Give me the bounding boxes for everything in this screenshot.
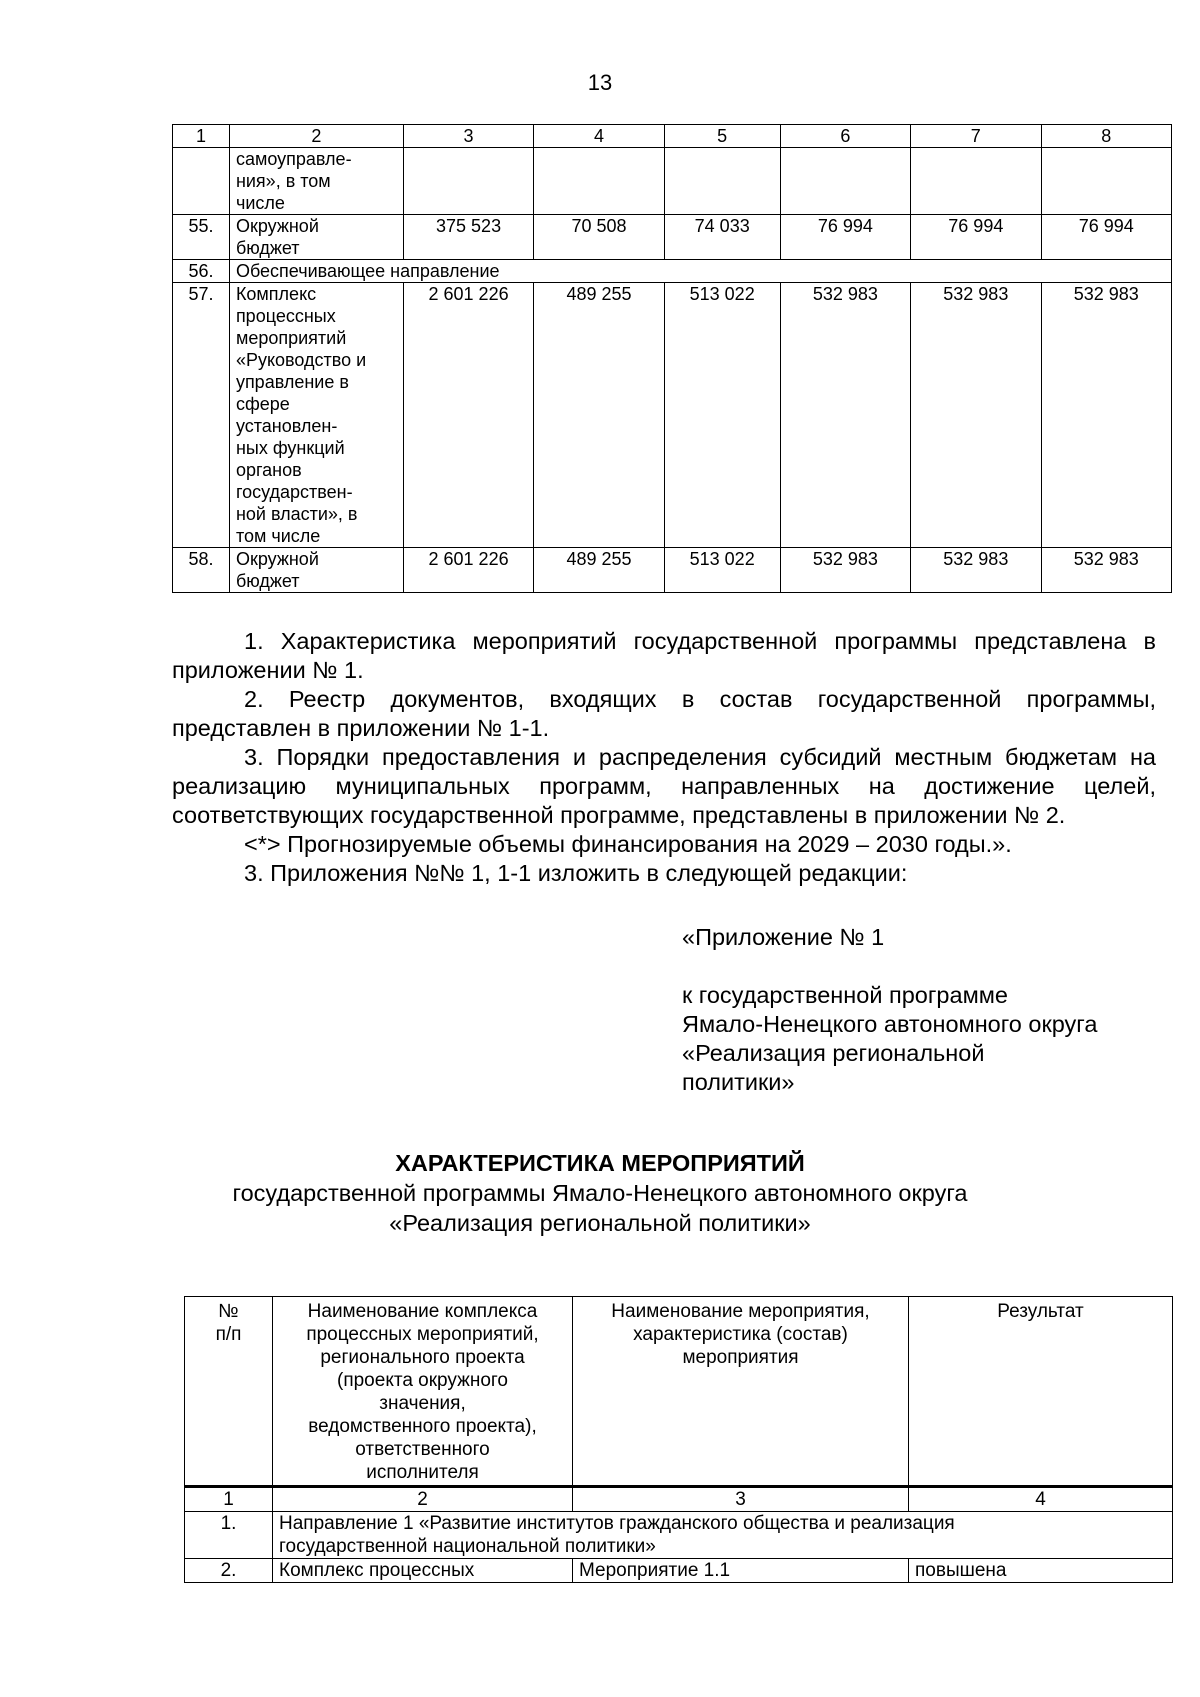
row-value: 532 983 (911, 283, 1041, 548)
header-complex: Наименование комплекса процессных мероприятий, регионального проекта (проекта окружного значения, ведомственного проекта), ответственного исполнителя (273, 1297, 573, 1487)
row-number: 58. (173, 548, 230, 593)
financing-table (172, 124, 1172, 593)
col-num-1: 1 (185, 1487, 273, 1512)
row-value: 513 022 (664, 283, 780, 548)
paragraph-2: 2. Реестр документов, входящих в состав государственной программы, представлен в приложении № 1-1. (172, 686, 1156, 741)
row-value: 532 983 (780, 548, 910, 593)
header-result: Результат (909, 1297, 1173, 1487)
row-value (664, 148, 780, 215)
row-complex: Комплекс процессных (273, 1559, 573, 1583)
row-name: Обеспечивающее направление (229, 260, 1171, 283)
row-name: самоуправле- ния», в том числе (229, 148, 403, 215)
section-heading (0, 1148, 1200, 1238)
column-header: 4 (534, 125, 664, 148)
appendix-line-3: Ямало-Ненецкого автономного округа (682, 1011, 1098, 1037)
table-row (185, 1559, 1173, 1583)
row-value: 532 983 (1041, 283, 1171, 548)
col-num-4: 4 (909, 1487, 1173, 1512)
appendix-line-2: к государственной программе (682, 982, 1008, 1008)
row-value: 513 022 (664, 548, 780, 593)
row-value: 74 033 (664, 215, 780, 260)
paragraph-1: 1. Характеристика мероприятий государственной программы представлена в приложении № 1. (172, 628, 1156, 683)
row-value: 532 983 (1041, 548, 1171, 593)
activities-table (184, 1296, 1173, 1583)
row-number (173, 148, 230, 215)
col-num-3: 3 (573, 1487, 909, 1512)
table-row (173, 215, 1172, 260)
table-row (173, 148, 1172, 215)
col-num-2: 2 (273, 1487, 573, 1512)
table-header-row (173, 125, 1172, 148)
column-header: 5 (664, 125, 780, 148)
row-value: 2 601 226 (403, 548, 533, 593)
row-num: 1. (185, 1512, 273, 1559)
row-activity: Мероприятие 1.1 (573, 1559, 909, 1583)
header-num: № п/п (185, 1297, 273, 1487)
row-value: 70 508 (534, 215, 664, 260)
row-value (911, 148, 1041, 215)
row-value: 375 523 (403, 215, 533, 260)
table-row (173, 283, 1172, 548)
row-value: 2 601 226 (403, 283, 533, 548)
appendix-line-4: «Реализация региональной (682, 1040, 985, 1066)
row-value (534, 148, 664, 215)
row-number: 56. (173, 260, 230, 283)
table-row (173, 260, 1172, 283)
row-value: 76 994 (911, 215, 1041, 260)
row-number: 55. (173, 215, 230, 260)
row-result: повышена (909, 1559, 1173, 1583)
row-value: 532 983 (911, 548, 1041, 593)
row-value: 76 994 (780, 215, 910, 260)
table-header-row (185, 1297, 1173, 1487)
row-value: 532 983 (780, 283, 910, 548)
appendix-line-1: «Приложение № 1 (682, 924, 885, 950)
row-value (780, 148, 910, 215)
heading-subtitle-2: «Реализация региональной политики» (389, 1210, 811, 1236)
body-text (172, 627, 1156, 888)
row-name: Комплекс процессных мероприятий «Руководство и управление в сфере установлен- ных функций органов государствен- ной власти», в том числе (229, 283, 403, 548)
row-value: 489 255 (534, 548, 664, 593)
heading-title: ХАРАКТЕРИСТИКА МЕРОПРИЯТИЙ (395, 1150, 805, 1176)
row-number: 57. (173, 283, 230, 548)
footnote: <*> Прогнозируемые объемы финансирования на 2029 – 2030 годы.». (244, 831, 1012, 857)
column-header: 2 (229, 125, 403, 148)
row-value (403, 148, 533, 215)
row-name: Окружной бюджет (229, 548, 403, 593)
header-activity: Наименование мероприятия, характеристика (состав) мероприятия (573, 1297, 909, 1487)
column-header: 6 (780, 125, 910, 148)
heading-subtitle-1: государственной программы Ямало-Ненецкого автономного округа (232, 1180, 968, 1206)
column-header: 8 (1041, 125, 1171, 148)
paragraph-4: 3. Приложения №№ 1, 1-1 изложить в следующей редакции: (244, 860, 908, 886)
appendix-line-5: политики» (682, 1069, 795, 1095)
column-number-row (185, 1487, 1173, 1512)
row-direction: Направление 1 «Развитие институтов гражданского общества и реализация государственной национальной политики» (273, 1512, 1173, 1559)
row-name: Окружной бюджет (229, 215, 403, 260)
table-row (173, 548, 1172, 593)
row-value: 489 255 (534, 283, 664, 548)
row-value: 76 994 (1041, 215, 1171, 260)
column-header: 1 (173, 125, 230, 148)
table-row (185, 1512, 1173, 1559)
appendix-header (682, 923, 1172, 1097)
row-num: 2. (185, 1559, 273, 1583)
page-number: 13 (587, 70, 613, 95)
row-value (1041, 148, 1171, 215)
paragraph-3: 3. Порядки предоставления и распределения субсидий местным бюджетам на реализацию муниципальных программ, направленных на достижение целей, соответствующих государственной программе, представлены в приложении № 2. (172, 744, 1156, 828)
column-header: 3 (403, 125, 533, 148)
column-header: 7 (911, 125, 1041, 148)
